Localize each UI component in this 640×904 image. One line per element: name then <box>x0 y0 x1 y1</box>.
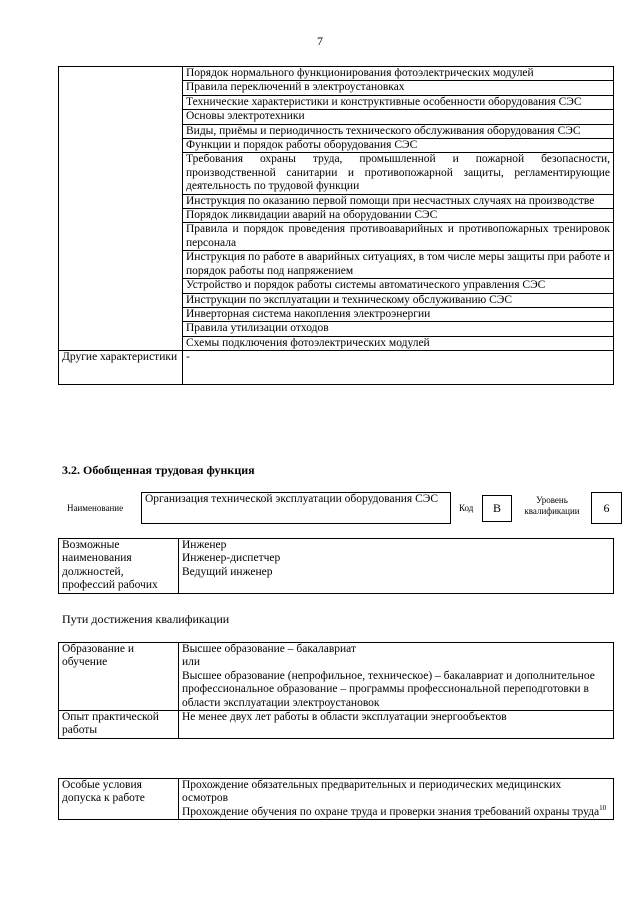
other-characteristics-value: - <box>183 351 614 385</box>
knowledge-item: Правила утилизации отходов <box>183 322 614 336</box>
access-label: Особые условия допуска к работе <box>59 779 179 820</box>
access-line-footnoted <box>182 803 610 819</box>
education-line: Высшее образование (непрофильное, техническое) – бакалавриат и дополнительное профессиональное образование – программы профессиональной переподготовки в области эксплуатации электроустановок <box>182 669 595 709</box>
knowledge-item: Правила и порядок проведения противоаварийных и противопожарных тренировок персонала <box>183 223 614 251</box>
knowledge-item: Основы электротехники <box>183 110 614 124</box>
function-name-value: Организация технической эксплуатации оборудования СЭС <box>141 492 451 524</box>
access-line: Прохождение обязательных предварительных и периодических медицинских осмотров <box>182 779 562 805</box>
knowledge-item: Правила переключений в электроустановках <box>183 81 614 95</box>
position-item: Ведущий инженер <box>182 565 273 578</box>
knowledge-item: Виды, приёмы и периодичность технического обслуживания оборудования СЭС <box>183 124 614 138</box>
paths-heading: Пути достижения квалификации <box>62 612 230 626</box>
qualification-level-value: 6 <box>591 492 622 524</box>
knowledge-item: Функции и порядок работы оборудования СЭС <box>183 139 614 153</box>
generalized-function-row <box>58 492 622 524</box>
knowledge-item: Схемы подключения фотоэлектрических модулей <box>183 336 614 350</box>
code-value: B <box>482 495 512 522</box>
experience-value: Не менее двух лет работы в области эксплуатации энергообъектов <box>179 711 614 739</box>
knowledge-item: Инструкции по эксплуатации и техническому обслуживанию СЭС <box>183 293 614 307</box>
education-line: Высшее образование – бакалавриат <box>182 643 356 655</box>
knowledge-item: Инверторная система накопления электроэнергии <box>183 307 614 321</box>
knowledge-item: Инструкция по работе в аварийных ситуациях, в том числе меры защиты при работе и порядок работы под напряжением <box>183 251 614 279</box>
other-characteristics-label: Другие характеристики <box>59 351 183 385</box>
knowledge-item: Инструкция по оказанию первой помощи при несчастных случаях на производстве <box>183 194 614 208</box>
section-title: 3.2. Обобщенная трудовая функция <box>62 463 255 477</box>
education-table <box>58 642 614 739</box>
positions-label: Возможные наименования должностей, профессий рабочих <box>59 539 179 594</box>
knowledge-item: Требования охраны труда, промышленной и пожарной безопасности, производственной санитарии и противопожарной защиты, регламентирующие деятельность по трудовой функции <box>183 153 614 194</box>
code-label: Код <box>459 503 474 513</box>
positions-table <box>58 538 614 594</box>
qualification-level-label: Уровень квалификации <box>524 495 580 516</box>
knowledge-item: Порядок нормального функционирования фотоэлектрических модулей <box>183 67 614 81</box>
education-line: или <box>182 656 201 669</box>
education-label: Образование и обучение <box>59 643 179 711</box>
knowledge-item: Технические характеристики и конструктивные особенности оборудования СЭС <box>183 95 614 109</box>
experience-label: Опыт практической работы <box>59 711 179 739</box>
knowledge-table <box>58 66 614 385</box>
footnote-mark: 10 <box>599 803 607 812</box>
position-item: Инженер <box>182 539 227 551</box>
page-number: 7 <box>317 34 323 48</box>
knowledge-label-cell <box>59 67 183 351</box>
access-line: Прохождение обучения по охране труда и проверки знания требований охраны труда <box>182 805 600 818</box>
knowledge-item: Порядок ликвидации аварий на оборудовании СЭС <box>183 209 614 223</box>
access-table <box>58 778 614 820</box>
knowledge-item: Устройство и порядок работы системы автоматического управления СЭС <box>183 279 614 293</box>
position-item: Инженер-диспетчер <box>182 552 281 565</box>
function-name-label: Наименование <box>67 503 124 513</box>
